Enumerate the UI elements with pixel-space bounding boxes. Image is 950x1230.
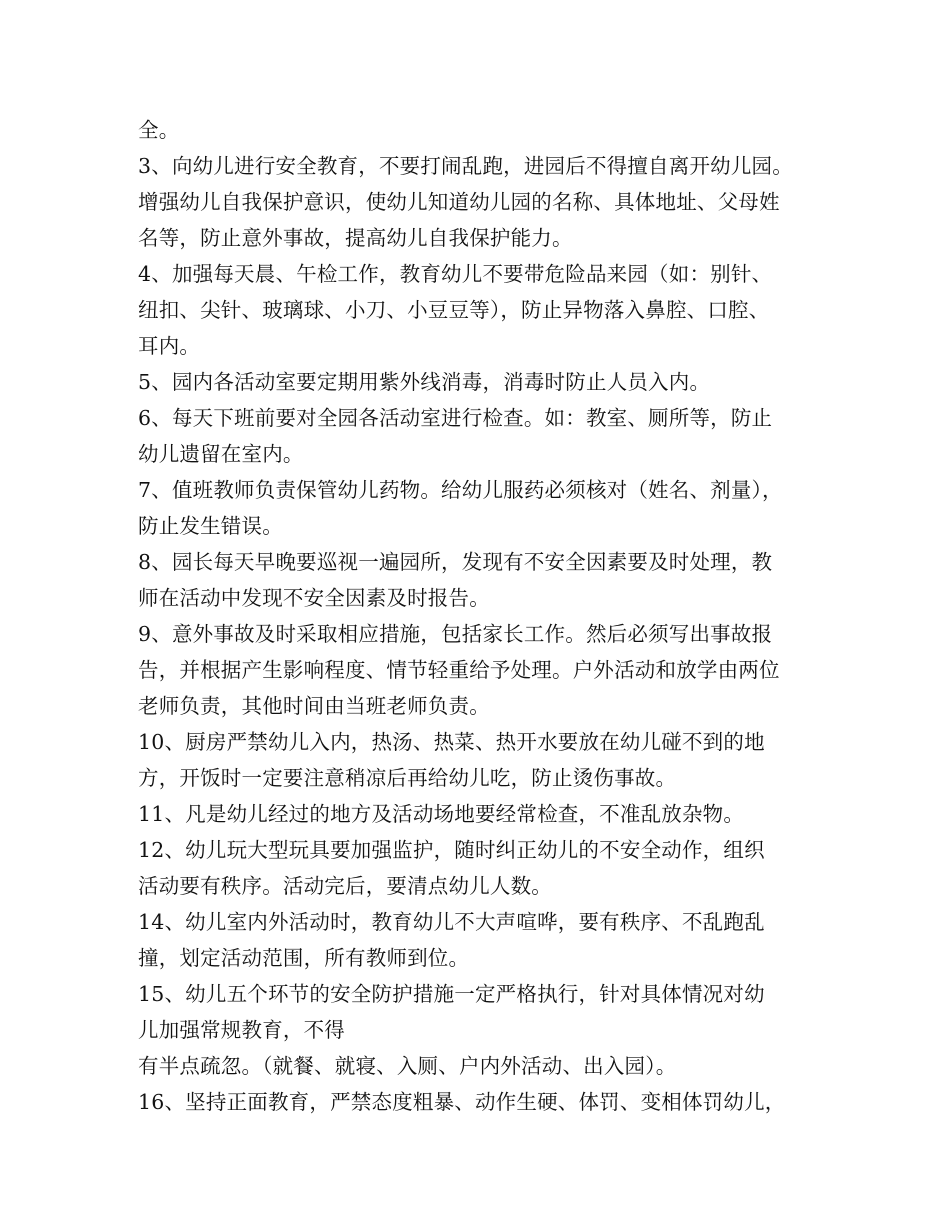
text-line: 防止发生错误。 (138, 514, 283, 538)
text-line: 3、向幼儿进行安全教育，不要打闹乱跑，进园后不得擅自离开幼儿园。 (138, 154, 793, 178)
text-line: 9、意外事故及时采取相应措施，包括家长工作。然后必须写出事故报 (138, 622, 773, 646)
text-line: 儿加强常规教育，不得 (138, 1018, 345, 1042)
text-line: 7、值班教师负责保管幼儿药物。给幼儿服药必须核对（姓名、剂量）， (138, 478, 783, 502)
text-line: 全。 (138, 118, 180, 142)
text-line: 纽扣、尖针、玻璃球、小刀、小豆豆等），防止异物落入鼻腔、口腔、 (138, 298, 770, 322)
text-line: 活动要有秩序。活动完后，要清点幼儿人数。 (138, 874, 552, 898)
text-line: 撞，划定活动范围，所有教师到位。 (138, 946, 470, 970)
text-line: 增强幼儿自我保护意识，使幼儿知道幼儿园的名称、具体地址、父母姓 (138, 190, 780, 214)
text-line: 15、幼儿五个环节的安全防护措施一定严格执行，针对具体情况对幼 (138, 982, 765, 1006)
text-line: 6、每天下班前要对全园各活动室进行检查。如：教室、厕所等，防止 (138, 406, 773, 430)
text-line: 耳内。 (138, 334, 201, 358)
text-line: 师在活动中发现不安全因素及时报告。 (138, 586, 490, 610)
text-line: 告，并根据产生影响程度、情节轻重给予处理。户外活动和放学由两位 (138, 658, 780, 682)
text-line: 5、园内各活动室要定期用紫外线消毒，消毒时防止人员入内。 (138, 370, 711, 394)
text-line: 4、加强每天晨、午检工作，教育幼儿不要带危险品来园（如：别针、 (138, 262, 773, 286)
text-line: 12、幼儿玩大型玩具要加强监护，随时纠正幼儿的不安全动作，组织 (138, 838, 765, 862)
text-line: 16、坚持正面教育，严禁态度粗暴、动作生硬、体罚、变相体罚幼儿， (138, 1090, 786, 1114)
text-line: 老师负责，其他时间由当班老师负责。 (138, 694, 490, 718)
text-line: 名等，防止意外事故，提高幼儿自我保护能力。 (138, 226, 573, 250)
text-line: 方，开饭时一定要注意稍凉后再给幼儿吃，防止烫伤事故。 (138, 766, 677, 790)
text-line: 14、幼儿室内外活动时，教育幼儿不大声喧哗，要有秩序、不乱跑乱 (138, 910, 765, 934)
text-line: 8、园长每天早晚要巡视一遍园所，发现有不安全因素要及时处理，教 (138, 550, 773, 574)
text-line: 10、厨房严禁幼儿入内，热汤、热菜、热开水要放在幼儿碰不到的地 (138, 730, 765, 754)
text-line: 有半点疏忽。（就餐、就寝、入厕、户内外活动、出入园）。 (138, 1054, 677, 1078)
text-line: 幼儿遗留在室内。 (138, 442, 304, 466)
text-line: 11、凡是幼儿经过的地方及活动场地要经常检查，不准乱放杂物。 (138, 802, 745, 826)
